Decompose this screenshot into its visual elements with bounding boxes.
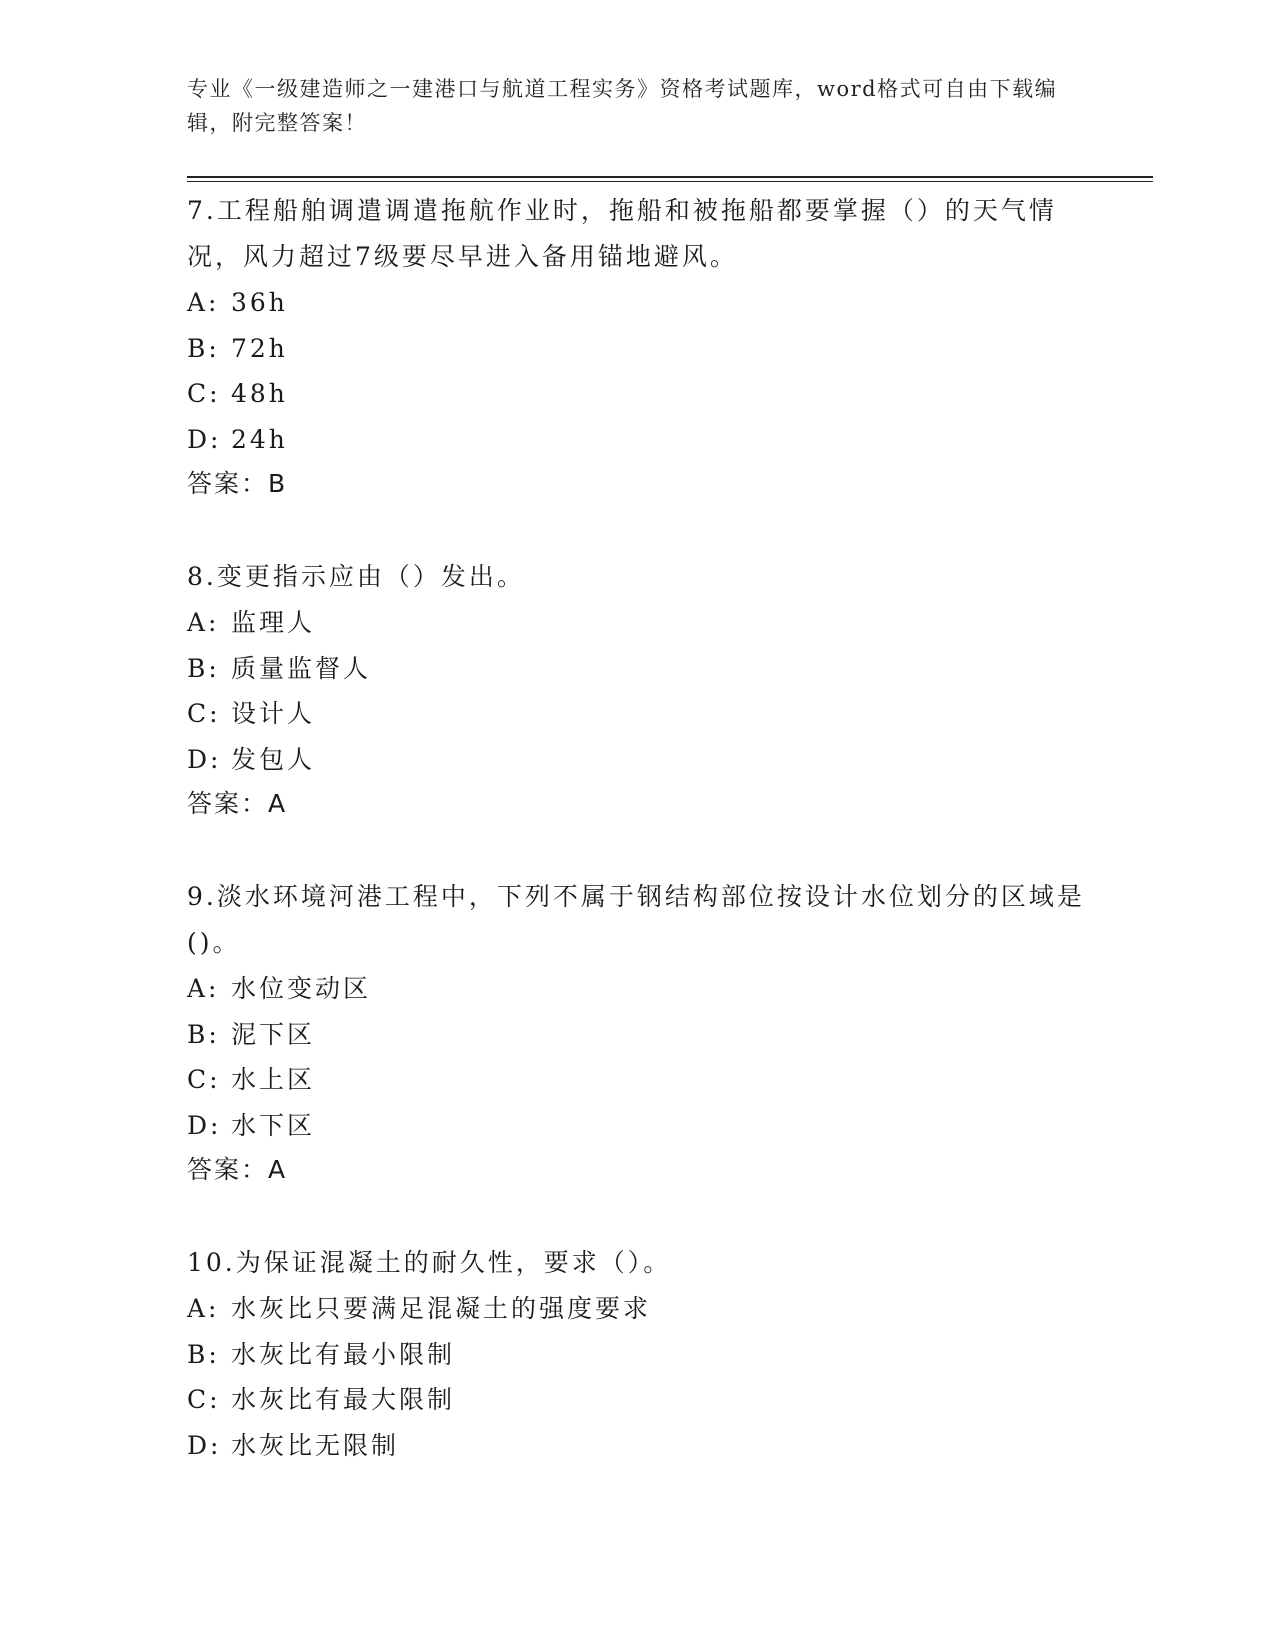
option-d [187, 737, 1087, 783]
option-letter: C: [187, 1065, 221, 1094]
question-10 [187, 1240, 1087, 1468]
option-text: 水灰比无限制 [231, 1430, 400, 1460]
option-text: 48h [231, 379, 288, 408]
header-divider-thin [187, 181, 1153, 182]
option-text: 水灰比有最大限制 [231, 1385, 456, 1414]
option-a [187, 1286, 1087, 1332]
option-letter: C: [187, 379, 221, 408]
option-text: 水上区 [231, 1065, 316, 1094]
document-header: 专业《一级建造师之一建港口与航道工程实务》资格考试题库，word格式可自由下载编辑，附完整答案！ [187, 77, 1058, 135]
option-d [187, 417, 1087, 463]
header-divider-thick [187, 176, 1153, 178]
option-text: 水灰比有最小限制 [231, 1339, 456, 1369]
option-letter: A: [187, 1294, 220, 1323]
question-stem: 9.淡水环境河港工程中，下列不属于钢结构部位按设计水位划分的区域是()。 [187, 882, 1085, 957]
option-text: 72h [231, 333, 288, 363]
option-letter: A: [187, 288, 220, 317]
option-letter: D: [187, 1110, 222, 1140]
question-spacer [187, 1192, 1087, 1240]
option-d [187, 1103, 1087, 1149]
option-c [187, 1057, 1087, 1103]
option-letter: B: [187, 333, 220, 363]
option-letter: A: [187, 608, 220, 637]
option-letter: A: [187, 974, 220, 1003]
option-c [187, 371, 1087, 417]
option-text: 设计人 [231, 699, 316, 728]
option-text: 24h [231, 424, 288, 454]
question-stem: 8.变更指示应由（）发出。 [187, 562, 525, 591]
answer-line: 答案：B [187, 469, 288, 498]
option-text: 监理人 [231, 608, 316, 637]
option-letter: B: [187, 1339, 220, 1369]
option-b [187, 326, 1087, 372]
option-text: 水灰比只要满足混凝土的强度要求 [231, 1294, 652, 1323]
question-spacer [187, 506, 1087, 554]
option-letter: C: [187, 1385, 221, 1414]
question-8 [187, 554, 1087, 826]
question-7 [187, 188, 1087, 506]
option-text: 36h [231, 288, 288, 317]
option-letter: B: [187, 653, 220, 683]
answer-line: 答案：A [187, 789, 288, 818]
question-list [187, 188, 1087, 1468]
question-spacer [187, 826, 1087, 874]
option-c [187, 1377, 1087, 1423]
answer-line: 答案：A [187, 1155, 288, 1184]
option-d [187, 1423, 1087, 1469]
option-b [187, 646, 1087, 692]
option-a [187, 280, 1087, 326]
option-text: 水下区 [231, 1110, 316, 1140]
question-9 [187, 874, 1087, 1192]
question-stem: 7.工程船舶调遣调遣拖航作业时，拖船和被拖船都要掌握（）的天气情况，风力超过7级要尽早进入备用锚地避风。 [187, 196, 1057, 271]
option-text: 发包人 [231, 744, 316, 774]
question-stem: 10.为保证混凝土的耐久性，要求（）。 [187, 1248, 672, 1277]
option-letter: D: [187, 424, 222, 454]
option-letter: B: [187, 1019, 220, 1049]
option-letter: C: [187, 699, 221, 728]
option-a [187, 966, 1087, 1012]
option-letter: D: [187, 744, 222, 774]
option-b [187, 1332, 1087, 1378]
option-a [187, 600, 1087, 646]
option-c [187, 691, 1087, 737]
option-text: 水位变动区 [231, 974, 372, 1003]
option-letter: D: [187, 1430, 222, 1460]
option-text: 质量监督人 [231, 653, 372, 683]
option-text: 泥下区 [231, 1019, 316, 1049]
option-b [187, 1012, 1087, 1058]
